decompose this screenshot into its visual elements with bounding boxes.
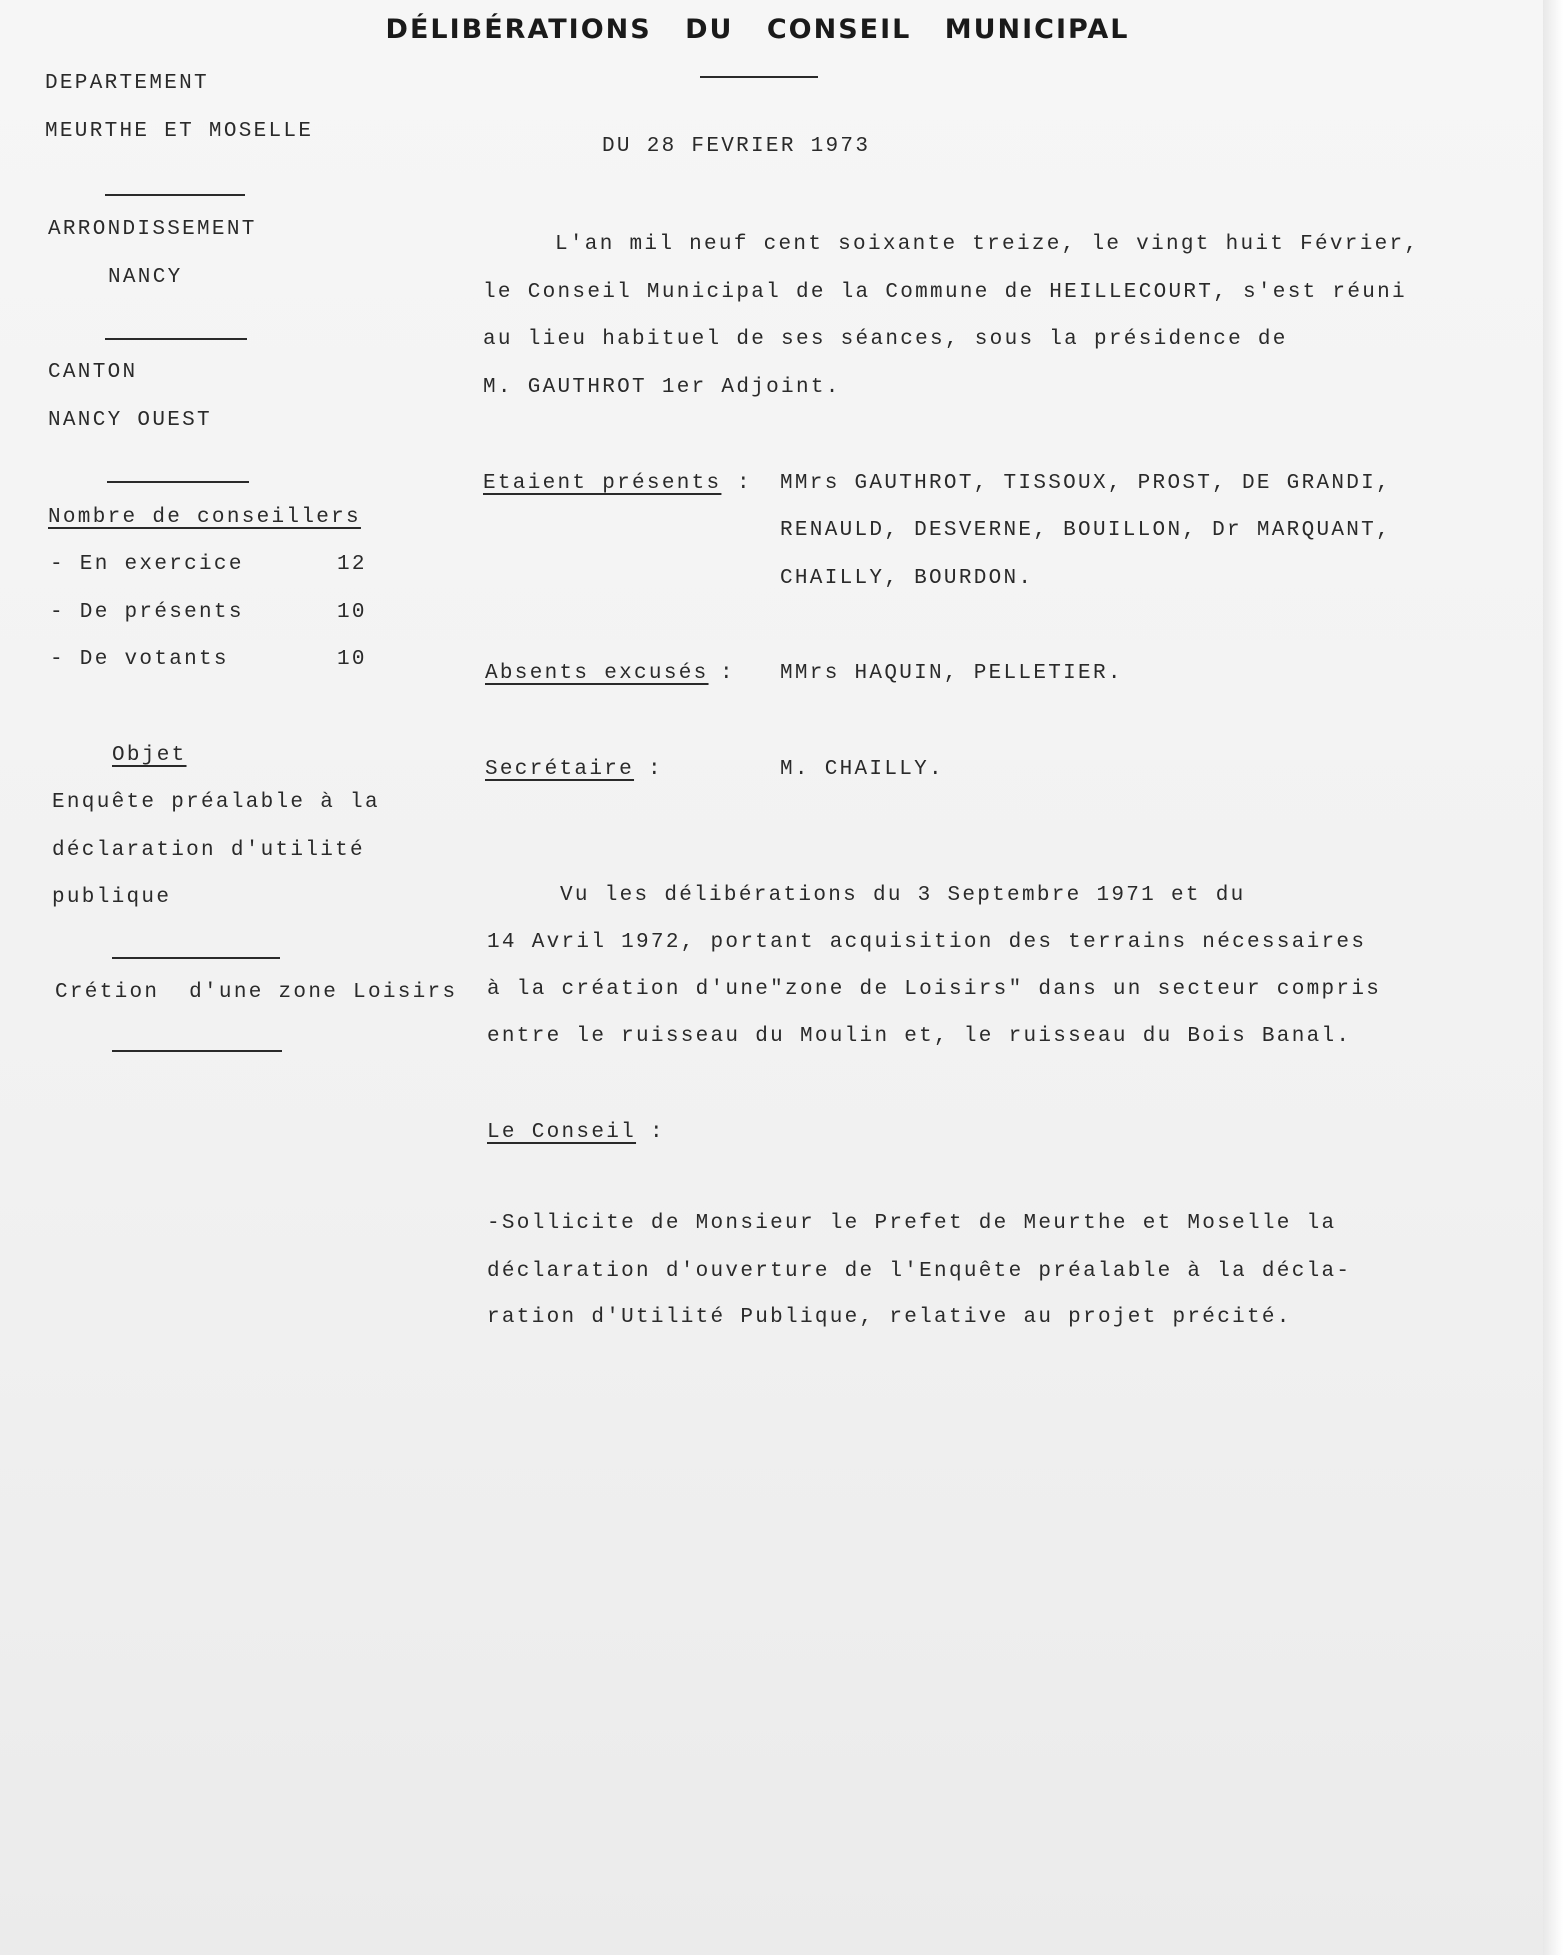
absents-label: Absents excusés (485, 662, 709, 685)
vu-line: Vu les délibérations du 3 Septembre 1971 et du (560, 884, 1246, 907)
objet-line: déclaration d'utilité (52, 839, 365, 862)
objet-line: Enquête préalable à la (52, 791, 380, 814)
count-value: 12 (337, 553, 367, 576)
presents-line: MMrs GAUTHROT, TISSOUX, PROST, DE GRANDI, (780, 472, 1391, 495)
conseillers-label: Nombre de conseillers (48, 506, 361, 529)
presents-line: RENAULD, DESVERNE, BOUILLON, Dr MARQUANT, (780, 519, 1391, 542)
secretaire-label: Secrétaire (485, 758, 635, 781)
count-value: 10 (337, 648, 367, 671)
intro-line: M. GAUTHROT 1er Adjoint. (483, 376, 841, 399)
colon: : (737, 472, 752, 495)
decision-line: ration d'Utilité Publique, relative au projet précité. (487, 1306, 1292, 1329)
absents-value: MMrs HAQUIN, PELLETIER. (780, 662, 1123, 685)
departement-label: DEPARTEMENT (45, 72, 209, 95)
document-title: DÉLIBÉRATIONS DU CONSEIL MUNICIPAL (385, 14, 1130, 45)
vu-line: 14 Avril 1972, portant acquisition des terrains nécessaires (487, 931, 1367, 954)
count-label: - De votants (50, 648, 229, 671)
divider (112, 957, 280, 959)
divider (112, 1050, 282, 1052)
divider (700, 76, 818, 78)
secretaire-value: M. CHAILLY. (780, 758, 944, 781)
objet-label: Objet (112, 744, 187, 767)
arrondissement-label: ARRONDISSEMENT (48, 218, 257, 241)
colon: : (720, 662, 735, 685)
presents-label: Etaient présents (483, 472, 722, 495)
vu-line: entre le ruisseau du Moulin et, le ruisseau du Bois Banal. (487, 1025, 1352, 1048)
presents-line: CHAILLY, BOURDON. (780, 567, 1034, 590)
objet-subject: Crétion d'une zone Loisirs (55, 981, 458, 1004)
divider (105, 338, 247, 340)
conseil-label: Le Conseil (487, 1121, 637, 1144)
meeting-date: DU 28 FEVRIER 1973 (602, 135, 871, 158)
intro-line: le Conseil Municipal de la Commune de HEILLECOURT, s'est réuni (483, 281, 1407, 304)
page-edge (1543, 0, 1563, 1955)
objet-line: publique (52, 886, 172, 909)
colon: : (648, 758, 663, 781)
decision-line: -Sollicite de Monsieur le Prefet de Meurthe et Moselle la (487, 1212, 1337, 1235)
divider (107, 481, 249, 483)
colon: : (650, 1121, 665, 1144)
decision-line: déclaration d'ouverture de l'Enquête préalable à la décla- (487, 1260, 1352, 1283)
arrondissement-value: NANCY (108, 266, 183, 289)
divider (105, 194, 245, 196)
departement-value: MEURTHE ET MOSELLE (45, 120, 314, 143)
count-label: - De présents (50, 601, 244, 624)
canton-label: CANTON (48, 361, 138, 384)
intro-line: L'an mil neuf cent soixante treize, le vingt huit Février, (555, 233, 1420, 256)
intro-line: au lieu habituel de ses séances, sous la présidence de (483, 328, 1288, 351)
vu-line: à la création d'une"zone de Loisirs" dans un secteur compris (487, 978, 1382, 1001)
count-value: 10 (337, 601, 367, 624)
count-label: - En exercice (50, 553, 244, 576)
canton-value: NANCY OUEST (48, 409, 212, 432)
